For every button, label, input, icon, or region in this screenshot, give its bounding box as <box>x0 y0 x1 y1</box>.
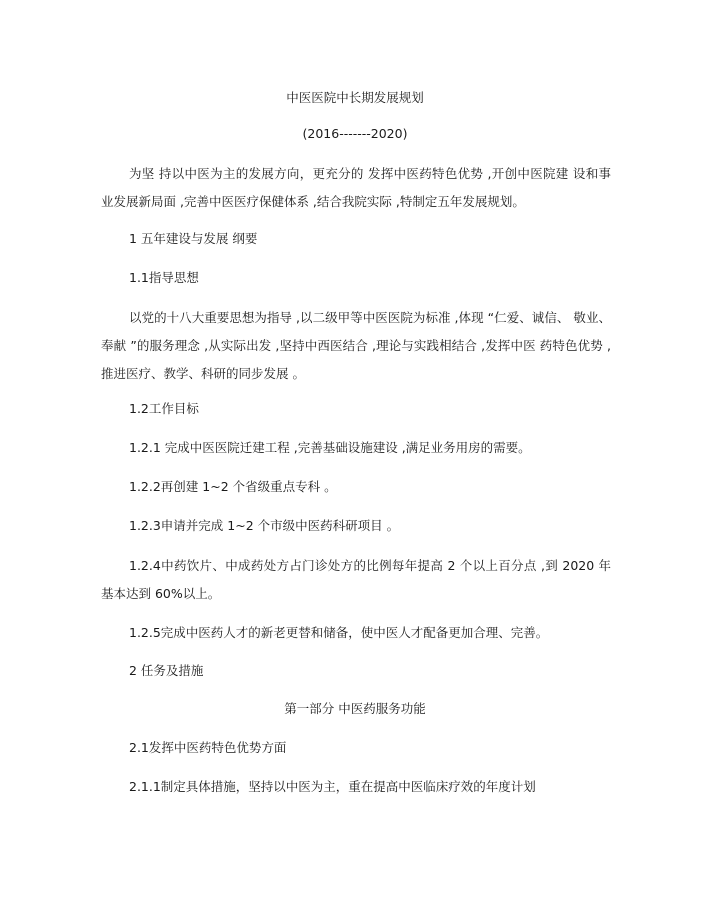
intro-paragraph: 为坚 持以中医为主的发展方向，更充分的 发挥中医药特色优势 ,开创中医院建 设和事业发展新局面 ,完善中医医疗保健体系 ,结合我院实际 ,特制定五年发展规划。 <box>101 166 611 209</box>
section-1-1-heading: 1.1指导思想 <box>129 270 199 285</box>
section-2-heading: 2 任务及措施 <box>129 663 204 678</box>
item-2-1-1: 2.1.1制定具体措施，坚持以中医为主，重在提高中医临床疗效的年度计划 <box>129 779 536 794</box>
goal-1-2-2: 1.2.2再创建 1~2 个省级重点专科 。 <box>129 479 337 494</box>
goal-1-2-3: 1.2.3申请并完成 1~2 个市级中医药科研项目 。 <box>129 518 400 533</box>
part-1-heading: 第一部分 中医药服务功能 <box>284 701 426 716</box>
goal-1-2-1: 1.2.1 完成中医医院迁建工程 ,完善基础设施建设 ,满足业务用房的需要。 <box>129 440 531 455</box>
section-1-1-body: 以党的十八大重要思想为指导 ,以二级甲等中医医院为标准 ,体现 “仁爱、诚信、 敬业、奉献 ”的服务理念 ,从实际出发 ,坚持中西医结合 ,理论与实践相结合 ,发挥中医 药特色优势 ,推进医疗、教学、科研的同步发展 。 <box>101 310 611 381</box>
document-subtitle: (2016-------2020) <box>302 126 408 141</box>
goal-1-2-5: 1.2.5完成中医药人才的新老更替和储备，使中医人才配备更加合理、完善。 <box>129 625 549 640</box>
section-2-1-heading: 2.1发挥中医药特色优势方面 <box>129 740 287 755</box>
goal-1-2-4: 1.2.4中药饮片、中成药处方占门诊处方的比例每年提高 2 个以上百分点 ,到 2020 年基本达到 60%以上。 <box>101 558 611 601</box>
document-title: 中医医院中长期发展规划 <box>286 90 424 105</box>
section-1-2-heading: 1.2工作目标 <box>129 401 199 416</box>
section-1-heading: 1 五年建设与发展 纲要 <box>129 231 258 246</box>
